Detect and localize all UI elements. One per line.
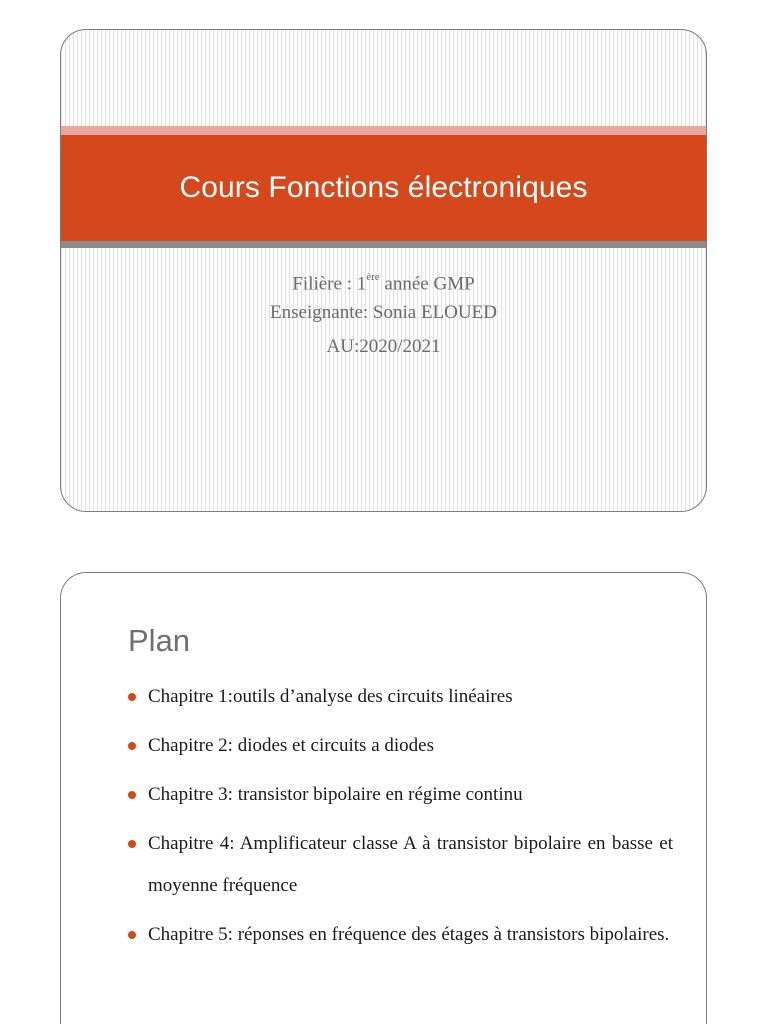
plan-slide [60,572,707,1024]
bullet-icon [128,840,136,848]
list-item-text: Chapitre 3: transistor bipolaire en régime continu [148,784,523,805]
bullet-icon [128,931,136,939]
bullet-icon [128,742,136,750]
subtitle-block [61,262,706,364]
list-item [128,725,673,767]
title-band [61,135,706,241]
list-item [128,774,673,816]
title-band-bottom-stripe [61,241,706,248]
bullet-icon [128,791,136,799]
title-band-top-stripe [61,126,706,135]
list-item [128,823,673,907]
filiere-suffix: année GMP [379,273,475,295]
list-item-text: Chapitre 5: réponses en fréquence des étages à transistors bipolaires. [148,924,670,945]
filiere-line [61,262,706,296]
plan-heading: Plan [128,623,191,658]
list-item-text: Chapitre 4: Amplificateur classe A à transistor bipolaire en basse et moyenne fréquence [148,833,673,896]
list-item [128,914,673,956]
bullet-icon [128,693,136,701]
plan-list [128,676,673,963]
title-slide [60,29,707,512]
slide-title: Cours Fonctions électroniques [179,171,588,204]
enseignante-line: Enseignante: Sonia ELOUED [270,302,497,323]
list-item-text: Chapitre 2: diodes et circuits a diodes [148,735,434,756]
list-item [128,676,673,718]
list-item-text: Chapitre 1:outils d’analyse des circuits linéaires [148,686,513,707]
filiere-superscript: ère [366,271,380,283]
academic-year-line: AU:2020/2021 [326,336,441,357]
filiere-prefix: Filière : 1 [292,273,367,295]
